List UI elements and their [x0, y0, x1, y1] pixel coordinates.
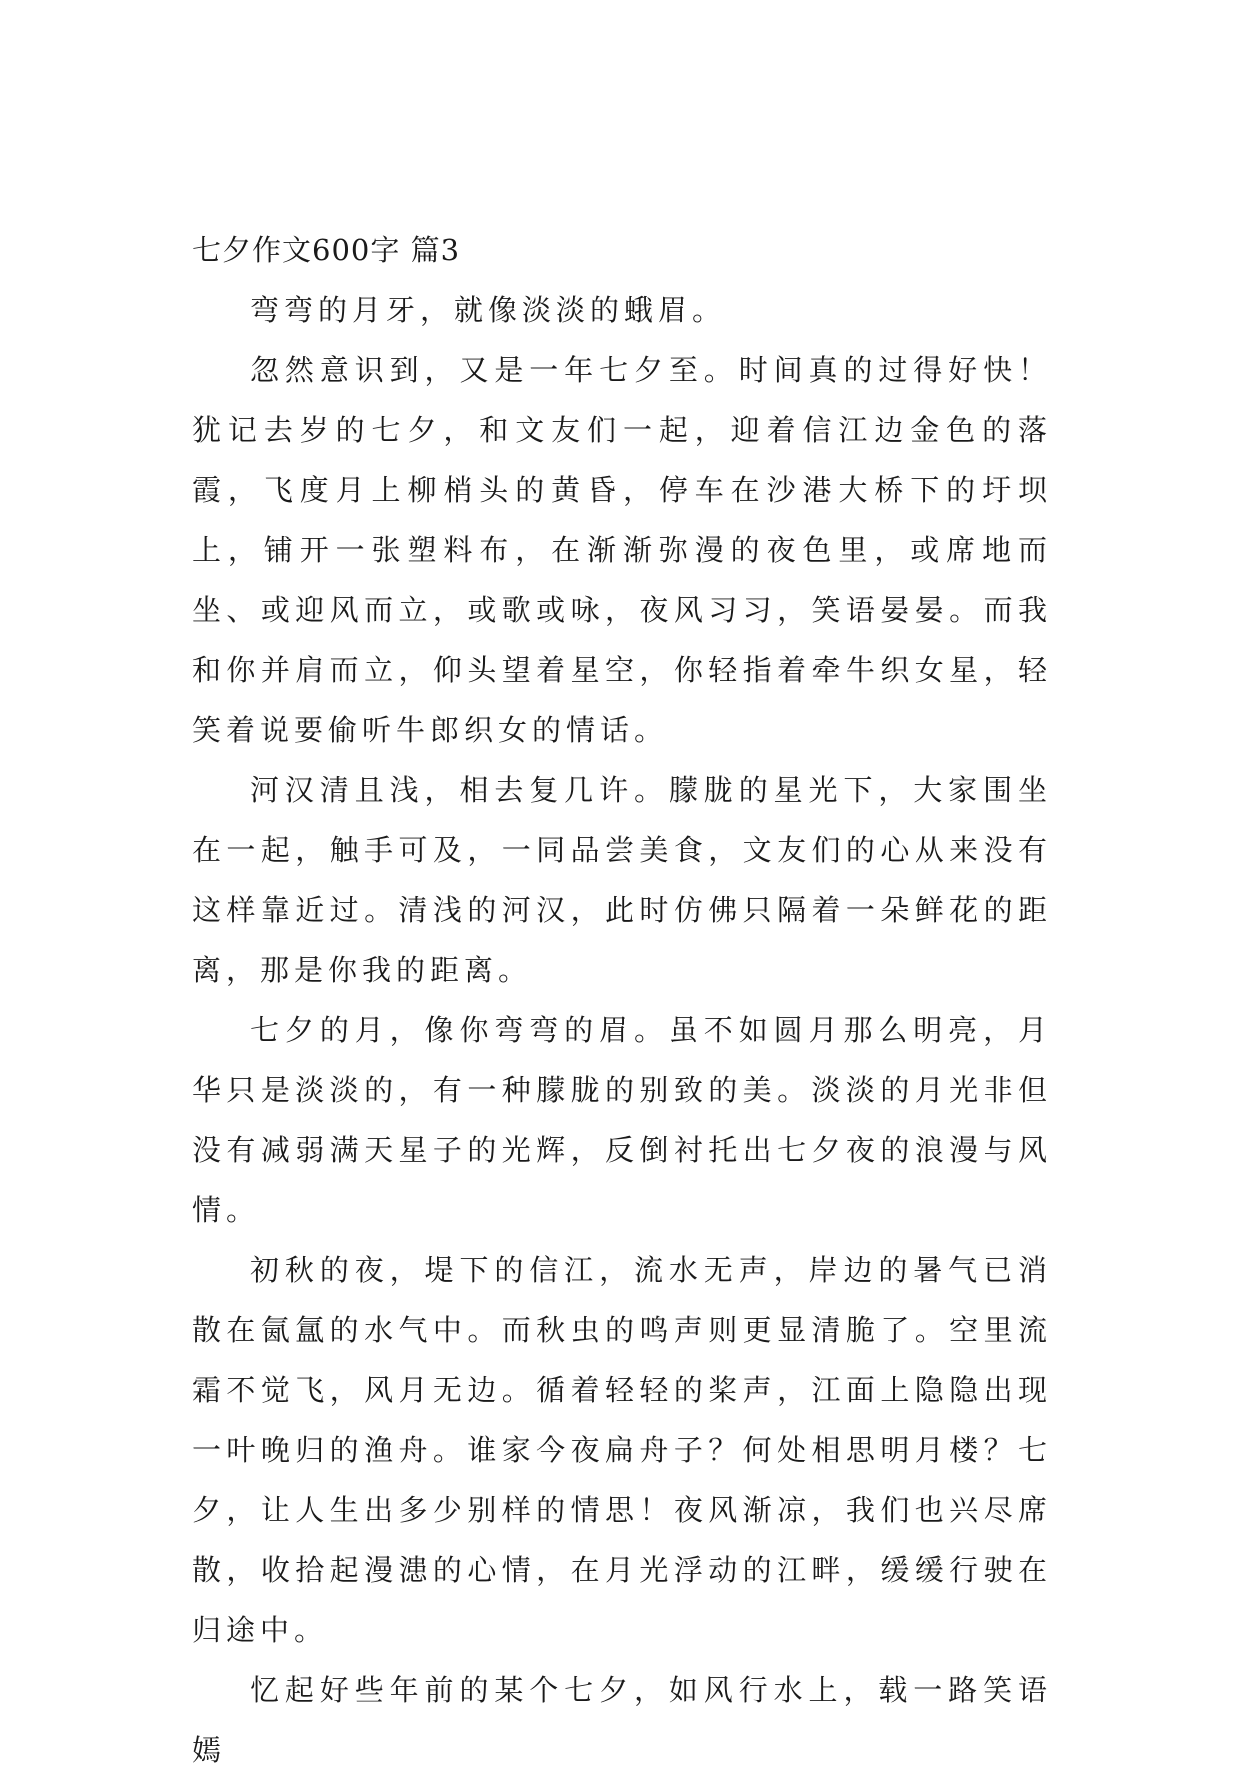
document-body — [192, 220, 1052, 1780]
paragraph-1: 弯弯的月牙，就像淡淡的蛾眉。 — [250, 293, 727, 327]
paragraph-6: 忆起好些年前的某个七夕，如风行水上，载一路笑语嫣 — [192, 1673, 1052, 1767]
document-title: 七夕作文600字 篇3 — [192, 233, 461, 267]
paragraph-5: 初秋的夜，堤下的信江，流水无声，岸边的暑气已消散在氤氲的水气中。而秋虫的鸣声则更显清脆了。空里流霜不觉飞，风月无边。循着轻轻的桨声，江面上隐隐出现一叶晚归的渔舟。谁家今夜扁舟子？何处相思明月楼？七夕，让人生出多少别样的情思！夜风渐凉，我们也兴尽席散，收拾起漫漶的心情，在月光浮动的江畔，缓缓行驶在归途中。 — [192, 1253, 1052, 1647]
paragraph-4: 七夕的月，像你弯弯的眉。虽不如圆月那么明亮，月华只是淡淡的，有一种朦胧的别致的美。淡淡的月光非但没有减弱满天星子的光辉，反倒衬托出七夕夜的浪漫与风情。 — [192, 1013, 1052, 1227]
paragraph-3: 河汉清且浅，相去复几许。朦胧的星光下，大家围坐在一起，触手可及，一同品尝美食，文友们的心从来没有这样靠近过。清浅的河汉，此时仿佛只隔着一朵鲜花的距离，那是你我的距离。 — [192, 773, 1052, 987]
paragraph-2: 忽然意识到，又是一年七夕至。时间真的过得好快！犹记去岁的七夕，和文友们一起，迎着信江边金色的落霞，飞度月上柳梢头的黄昏，停车在沙港大桥下的圩坝上，铺开一张塑料布，在渐渐弥漫的夜色里，或席地而坐、或迎风而立，或歌或咏，夜风习习，笑语晏晏。而我和你并肩而立，仰头望着星空，你轻指着牵牛织女星，轻笑着说要偷听牛郎织女的情话。 — [192, 353, 1052, 747]
